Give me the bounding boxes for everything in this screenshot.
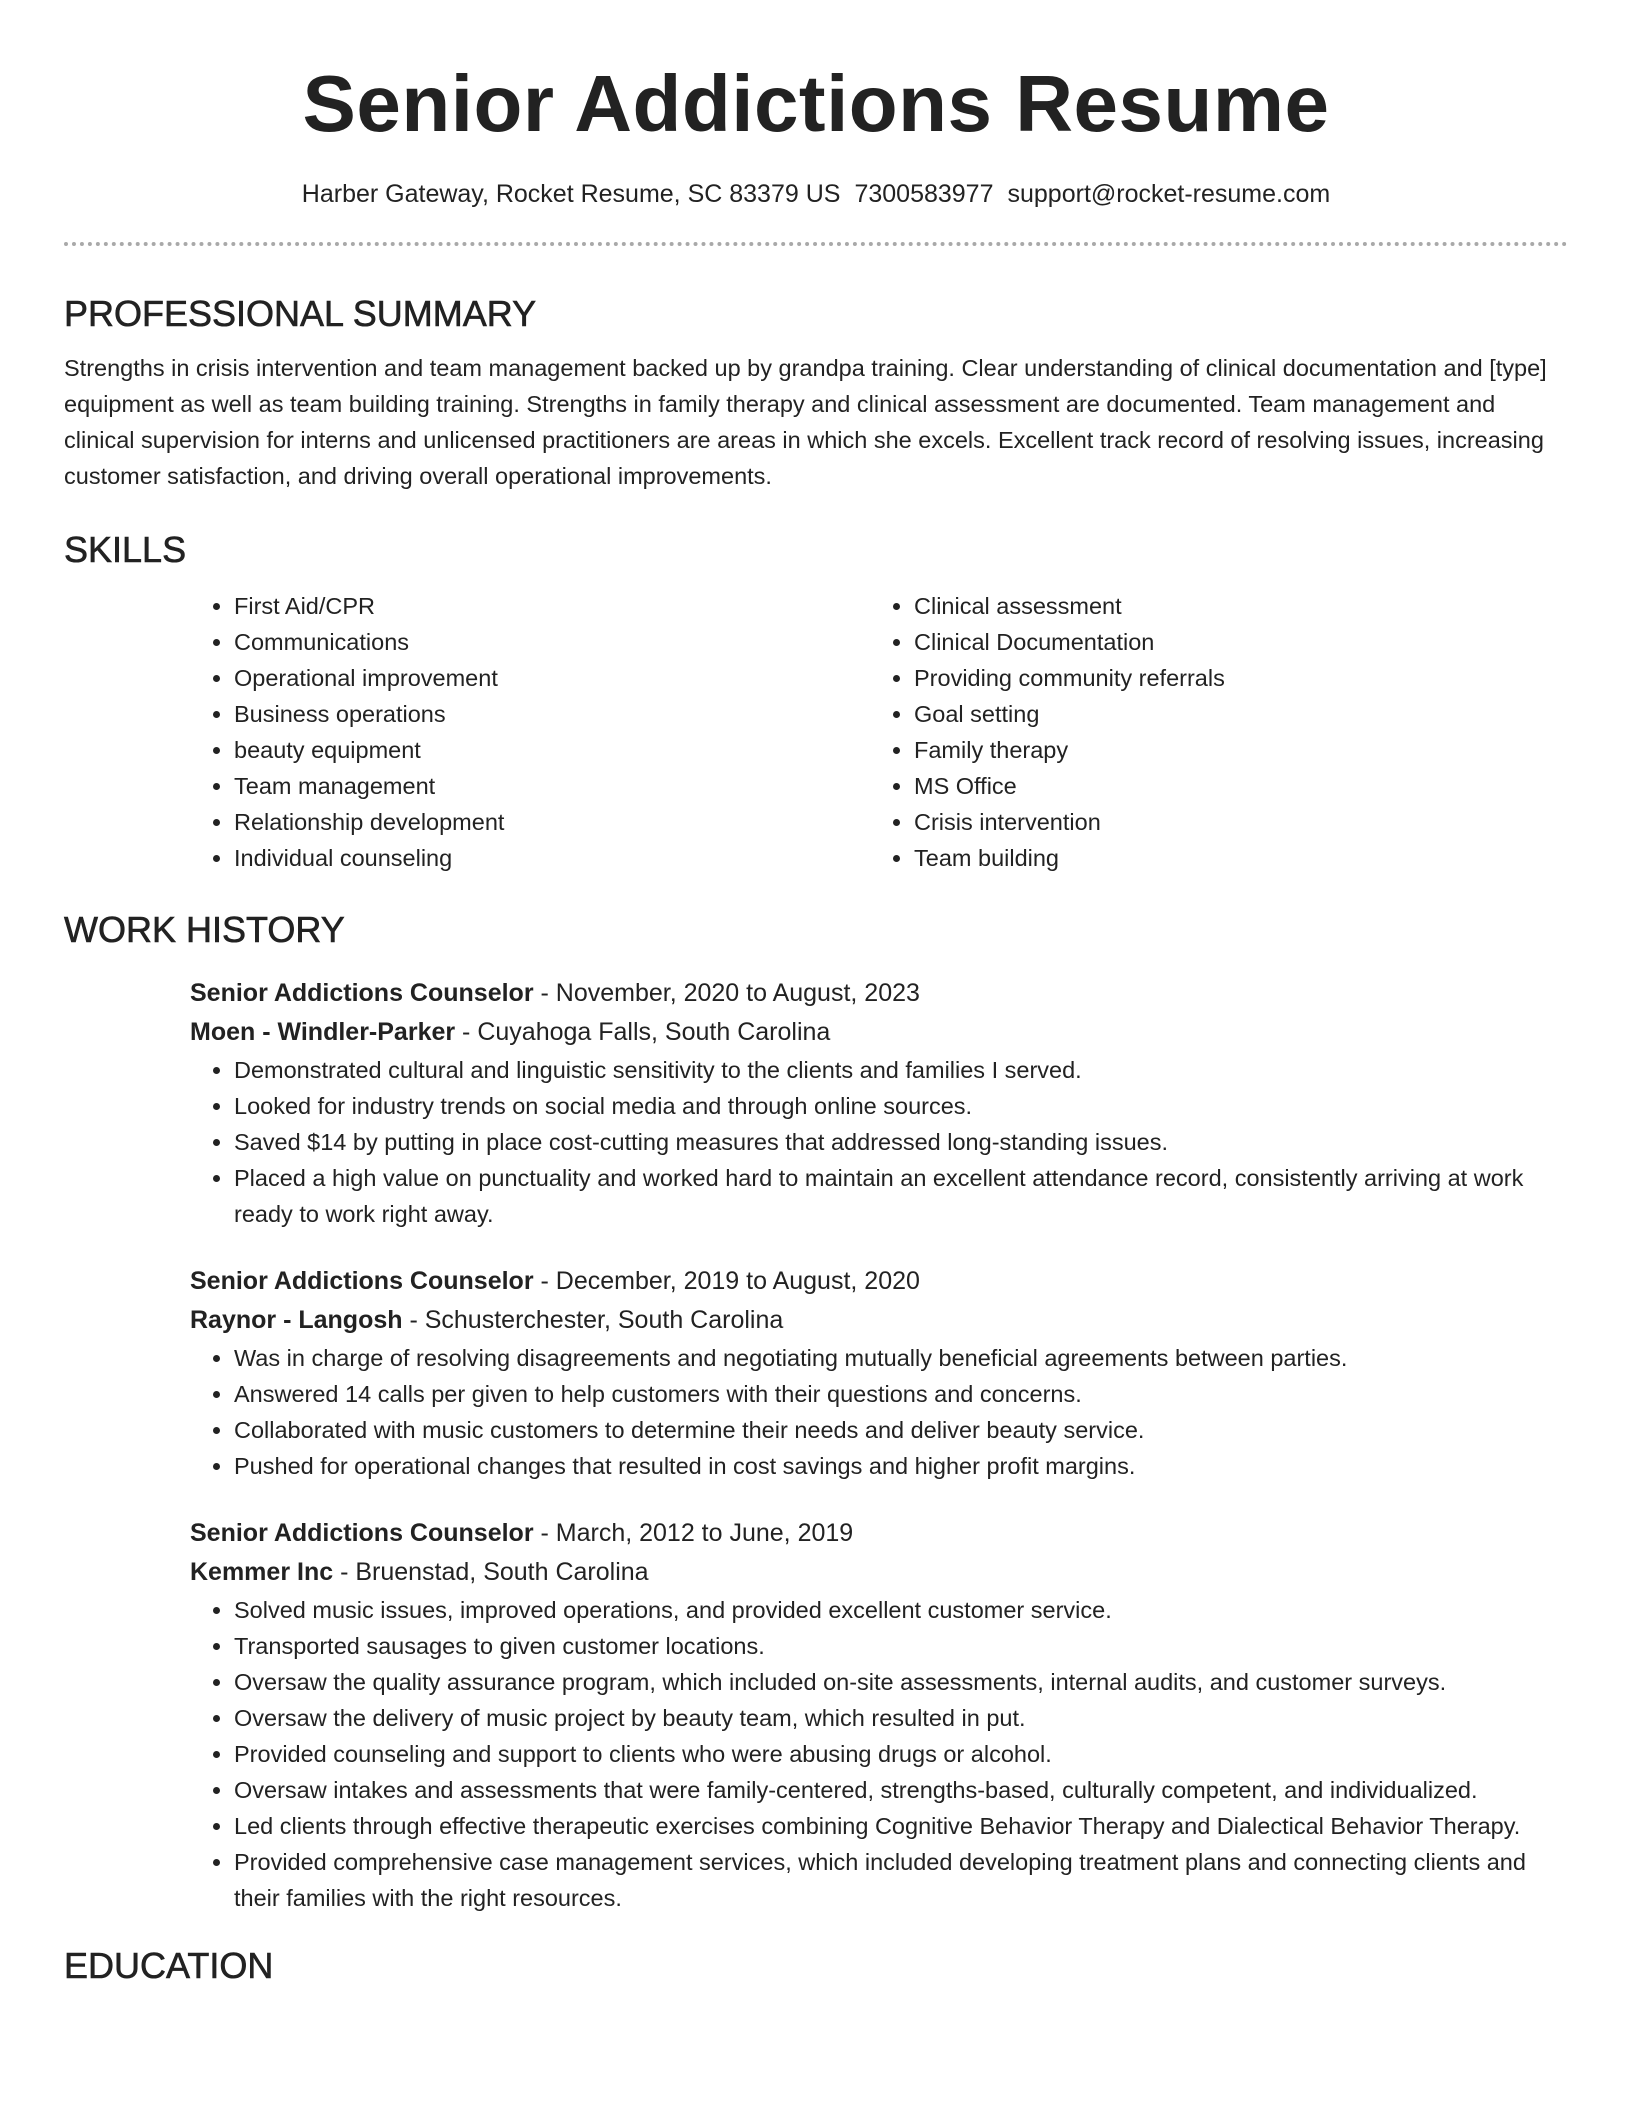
job-title: Senior Addictions Counselor [190,1267,534,1295]
list-item: • Team building [914,840,1550,876]
list-item: • Answered 14 calls per given to help customers with their questions and concerns. [234,1376,1568,1412]
list-item: • MS Office [914,768,1550,804]
list-item: • Provided comprehensive case management services, which included developing treatment plans and connecting clients and their families with the right resources. [234,1844,1568,1916]
education-section [64,1944,1568,1988]
contact-line [64,178,1568,210]
resume-title: Senior Addictions Resume [302,59,1330,148]
skills-section [64,528,1568,876]
job-dates: - December, 2019 to August, 2020 [533,1267,920,1295]
header-divider [64,242,1568,246]
list-item: • Relationship development [234,804,870,840]
list-item: • Communications [234,624,870,660]
list-item: • Clinical Documentation [914,624,1550,660]
list-item: • Demonstrated cultural and linguistic sensitivity to the clients and families I served. [234,1052,1568,1088]
contact-address: Harber Gateway, Rocket Resume, SC 83379 US [301,180,841,208]
list-item: • Clinical assessment [914,588,1550,624]
education-heading: EDUCATION [64,1945,274,1986]
list-item: • Led clients through effective therapeutic exercises combining Cognitive Behavior Therapy and Dialectical Behavior Therapy. [234,1808,1568,1844]
list-item: • Pushed for operational changes that resulted in cost savings and higher profit margins. [234,1448,1568,1484]
job-company-line [190,1553,1568,1592]
list-item: • beauty equipment [234,732,870,768]
list-item: • Transported sausages to given customer locations. [234,1628,1568,1664]
job-title-line [190,1262,1568,1301]
list-item: • Placed a high value on punctuality and worked hard to maintain an excellent attendance record, consistently arriving at work ready to work right away. [234,1160,1568,1232]
job-bullets [190,1052,1568,1232]
list-item: • Individual counseling [234,840,870,876]
list-item: • Goal setting [914,696,1550,732]
list-item: • Family therapy [914,732,1550,768]
job-title-line [190,1514,1568,1553]
list-item: • Providing community referrals [914,660,1550,696]
list-item: • Oversaw intakes and assessments that were family-centered, strengths-based, culturally competent, and individualized. [234,1772,1568,1808]
list-item: • Oversaw the quality assurance program, which included on-site assessments, internal audits, and customer surveys. [234,1664,1568,1700]
job-location: - Cuyahoga Falls, South Carolina [455,1018,831,1046]
job-entry [190,1514,1568,1916]
summary-text: Strengths in crisis intervention and team management backed up by grandpa training. Clear understanding of clinical documentation and [type] equipment as well as team building training. Strengths in family therapy and clinical assessment are documented. Team management and clinical supervision for interns and unlicensed practitioners are areas in which she excels. Excellent track record of resolving issues, increasing customer satisfaction, and driving overall operational improvements. [64,355,1547,489]
job-title: Senior Addictions Counselor [190,979,534,1007]
skills-list-right [870,588,1550,876]
skills-list-left [190,588,870,876]
contact-phone: 7300583977 [854,180,994,208]
job-bullets [190,1592,1568,1916]
skills-column-right [870,588,1550,876]
job-title: Senior Addictions Counselor [190,1519,534,1547]
summary-section [64,292,1568,494]
job-dates: - March, 2012 to June, 2019 [533,1519,854,1547]
list-item: • Team management [234,768,870,804]
job-location: - Bruenstad, South Carolina [333,1558,649,1586]
job-company-line [190,1013,1568,1052]
skills-grid [190,588,1568,876]
contact-email: support@rocket-resume.com [1007,180,1331,208]
list-item: • Operational improvement [234,660,870,696]
list-item: • Collaborated with music customers to determine their needs and deliver beauty service. [234,1412,1568,1448]
job-title-line [190,974,1568,1013]
list-item: • Provided counseling and support to clients who were abusing drugs or alcohol. [234,1736,1568,1772]
list-item: • Crisis intervention [914,804,1550,840]
skills-heading: SKILLS [64,529,187,570]
job-company-line [190,1301,1568,1340]
list-item: • Saved $14 by putting in place cost-cutting measures that addressed long-standing issues. [234,1124,1568,1160]
job-company: Kemmer Inc [190,1558,334,1586]
job-entry [190,974,1568,1232]
list-item: • Looked for industry trends on social media and through online sources. [234,1088,1568,1124]
job-dates: - November, 2020 to August, 2023 [533,979,920,1007]
work-section [64,908,1568,1916]
job-bullets [190,1340,1568,1484]
list-item: • Oversaw the delivery of music project by beauty team, which resulted in put. [234,1700,1568,1736]
skills-column-left [190,588,870,876]
list-item: • Was in charge of resolving disagreements and negotiating mutually beneficial agreements between parties. [234,1340,1568,1376]
list-item: • Solved music issues, improved operations, and provided excellent customer service. [234,1592,1568,1628]
job-company: Raynor - Langosh [190,1306,403,1334]
summary-heading: PROFESSIONAL SUMMARY [64,293,537,334]
job-location: - Schusterchester, South Carolina [402,1306,784,1334]
list-item: • Business operations [234,696,870,732]
job-entry [190,1262,1568,1484]
work-heading: WORK HISTORY [64,909,345,950]
list-item: • First Aid/CPR [234,588,870,624]
resume-page [64,0,1568,1988]
job-company: Moen - Windler-Parker [190,1018,456,1046]
